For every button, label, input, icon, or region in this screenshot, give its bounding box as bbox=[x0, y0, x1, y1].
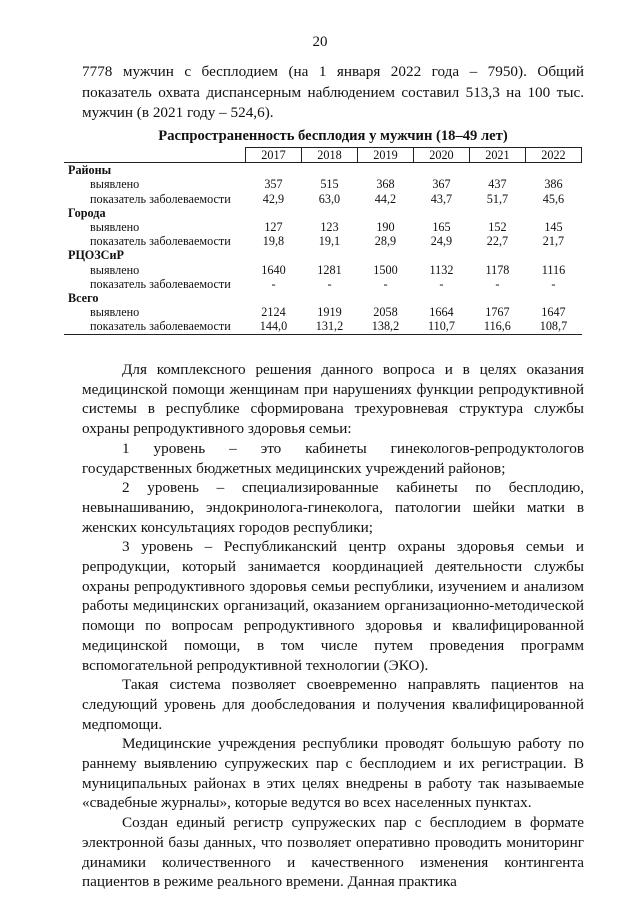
year-header: 2020 bbox=[413, 148, 469, 163]
table-row bbox=[64, 192, 582, 206]
paragraph: Создан единый регистр супружеских пар с бесплодием в формате электронной базы данных, что позволяет оперативно проводить мониторинг динамики количественного и качественного изменения контингента пациентов в режиме реального времени. Данная практика bbox=[82, 814, 584, 891]
table-cell: 138,2 bbox=[357, 319, 413, 334]
table-cell: 1500 bbox=[373, 262, 398, 277]
table-header-row bbox=[64, 148, 582, 163]
paragraph: Медицинские учреждения республики проводят большую работу по раннему выявлению супружеских пар с бесплодием и их регистрации. В муниципальных районах в этих целях внедрены в работу так называемые «свадебные журналы», которые ведутся во всех населенных пунктах. bbox=[82, 735, 584, 812]
table-row bbox=[64, 263, 582, 277]
row-label: показатель заболеваемости bbox=[90, 234, 231, 249]
table-cell: 1919 bbox=[317, 305, 342, 320]
table-cell: 1767 bbox=[485, 305, 510, 320]
intro-text: 7778 мужчин с бесплодием (на 1 января 2022 года – 7950). Общий показатель охвата диспансерным наблюдением составил 513,3 на 100 тыс. мужчин (в 2021 году – 524,6). bbox=[82, 63, 584, 121]
group-name: Районы bbox=[68, 163, 112, 178]
table-cell: 110,7 bbox=[413, 319, 469, 334]
table-row bbox=[64, 234, 582, 248]
infertility-table bbox=[64, 147, 582, 335]
row-label: выявлено bbox=[90, 177, 140, 192]
table-cell: 21,7 bbox=[542, 234, 565, 249]
group-name: РЦОЗСиР bbox=[68, 248, 124, 263]
table-cell: 63,0 bbox=[318, 191, 341, 206]
row-label: выявлено bbox=[90, 262, 140, 277]
table-row bbox=[64, 220, 582, 234]
table-cell: 1281 bbox=[317, 262, 342, 277]
table-cell: - bbox=[439, 276, 444, 291]
table-cell: 1664 bbox=[429, 305, 454, 320]
row-label: показатель заболеваемости bbox=[90, 276, 231, 291]
table-cell: 108,7 bbox=[525, 319, 581, 334]
table-cell: 515 bbox=[320, 177, 339, 192]
table-cell: 42,9 bbox=[262, 191, 285, 206]
paragraph: Для комплексного решения данного вопроса и в целях оказания медицинской помощи женщинам при нарушениях функции репродуктивной системы в республике сформирована трехуровневая структура службы охраны репродуктивного здоровья семьи: bbox=[82, 361, 584, 438]
table-cell: 131,2 bbox=[301, 319, 357, 334]
table-cell: 1116 bbox=[541, 262, 566, 277]
table-cell: 45,6 bbox=[542, 191, 565, 206]
table-corner-cell bbox=[64, 148, 245, 163]
table-cell: 437 bbox=[488, 177, 507, 192]
year-header: 2021 bbox=[469, 148, 525, 163]
table-cell: 1132 bbox=[429, 262, 454, 277]
table-cell: 19,8 bbox=[262, 234, 285, 249]
table-row bbox=[64, 305, 582, 319]
table-row bbox=[64, 177, 582, 191]
table-cell: - bbox=[271, 276, 276, 291]
table-cell: 1640 bbox=[261, 262, 286, 277]
table-cell: - bbox=[495, 276, 500, 291]
year-header: 2019 bbox=[357, 148, 413, 163]
paragraph: 2 уровень – специализированные кабинеты по бесплодию, невынашиванию, эндокринолога-гинеколога, патологии шейки матки в женских консультациях городов республики; bbox=[82, 479, 584, 536]
paragraph: 1 уровень – это кабинеты гинекологов-репродуктологов государственных бюджетных медицинских учреждений районов; bbox=[82, 439, 584, 477]
row-label: показатель заболеваемости bbox=[90, 191, 231, 206]
paragraph: Такая система позволяет своевременно направлять пациентов на следующий уровень для дообследования и получения квалифицированной медпомощи. bbox=[82, 676, 584, 733]
table-cell: 386 bbox=[544, 177, 563, 192]
table-cell: 2124 bbox=[261, 305, 286, 320]
table-cell: - bbox=[327, 276, 332, 291]
table-cell: 43,7 bbox=[430, 191, 453, 206]
group-name: Города bbox=[68, 205, 106, 220]
intro-paragraph bbox=[82, 62, 584, 124]
table-cell: 51,7 bbox=[486, 191, 509, 206]
table-cell: 165 bbox=[432, 220, 451, 235]
body-text bbox=[82, 360, 584, 892]
table-cell: 123 bbox=[320, 220, 339, 235]
group-header-row bbox=[64, 291, 582, 305]
table-cell: 44,2 bbox=[374, 191, 397, 206]
row-label: выявлено bbox=[90, 305, 140, 320]
table-cell: 116,6 bbox=[469, 319, 525, 334]
group-name: Всего bbox=[68, 291, 99, 306]
table-cell: 368 bbox=[376, 177, 395, 192]
row-label: выявлено bbox=[90, 220, 140, 235]
table-cell: 127 bbox=[264, 220, 283, 235]
group-header-row bbox=[64, 163, 582, 178]
table-cell: 145 bbox=[544, 220, 563, 235]
paragraph: 3 уровень – Республиканский центр охраны здоровья семьи и репродукции, который занимается координацией деятельности службы охраны репродуктивного здоровья семьи республики, изучением и анализом работы медицинских организаций, оказанием организационно-методической помощи по вопросам репродуктивного здоровья и квалифицированной медицинской помощи, в том числе путем проведения программ вспомогательной репродуктивной технологии (ЭКО). bbox=[82, 538, 584, 674]
table-cell: 2058 bbox=[373, 305, 398, 320]
table-cell: 144,0 bbox=[245, 319, 301, 334]
table-cell: 24,9 bbox=[430, 234, 453, 249]
table-row bbox=[64, 277, 582, 291]
table-cell: - bbox=[383, 276, 388, 291]
table-cell: 190 bbox=[376, 220, 395, 235]
table-cell: 152 bbox=[488, 220, 507, 235]
table-cell: 19,1 bbox=[318, 234, 341, 249]
table-cell: 1178 bbox=[485, 262, 510, 277]
table-row bbox=[64, 319, 582, 334]
row-label: показатель заболеваемости bbox=[64, 319, 245, 334]
table-cell: 22,7 bbox=[486, 234, 509, 249]
table-cell: 367 bbox=[432, 177, 451, 192]
page-number: 20 bbox=[312, 34, 328, 50]
year-header: 2018 bbox=[301, 148, 357, 163]
table-cell: 357 bbox=[264, 177, 283, 192]
year-header: 2017 bbox=[245, 148, 301, 163]
group-header-row bbox=[64, 206, 582, 220]
year-header: 2022 bbox=[525, 148, 581, 163]
table-cell: 28,9 bbox=[374, 234, 397, 249]
table-cell: - bbox=[551, 276, 556, 291]
table-cell: 1647 bbox=[541, 305, 566, 320]
table-title: Распространенность бесплодия у мужчин (18–49 лет) bbox=[158, 128, 508, 144]
group-header-row bbox=[64, 248, 582, 262]
